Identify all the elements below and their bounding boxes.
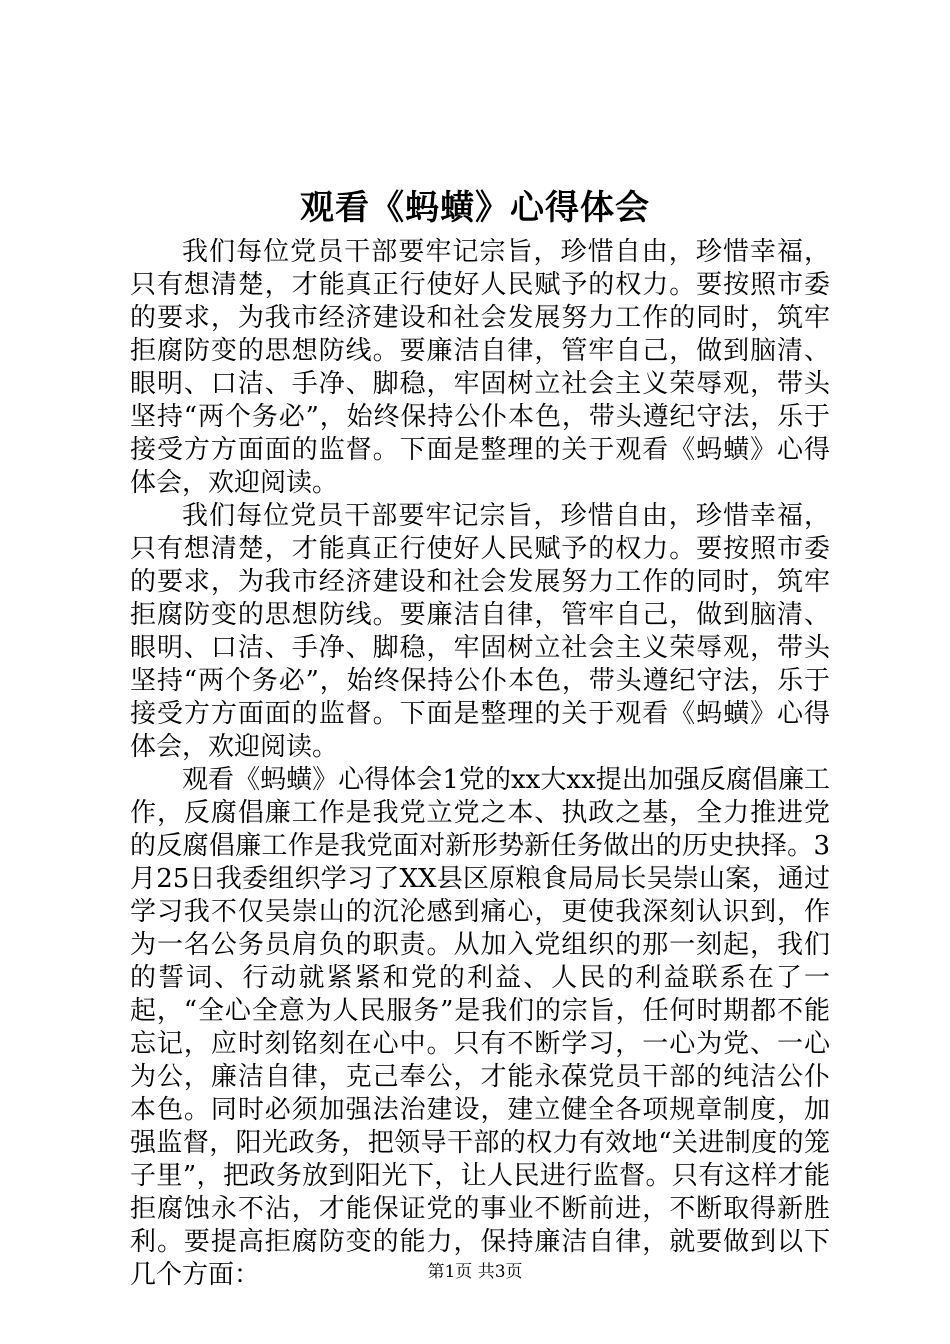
paragraph-intro: 我们每位党员干部要牢记宗旨，珍惜自由，珍惜幸福，只有想清楚，才能真正行使好人民赋予的权力。要按照市委的要求，为我市经济建设和社会发展努力工作的同时，筑牢拒腐防变的思想防线。要廉洁自律，管牢自己，做到脑清、眼明、口洁、手净、脚稳，牢固树立社会主义荣辱观，带头坚持“两个务必”，始终保持公仆本色，带头遵纪守法，乐于接受方方面面的监督。下面是整理的关于观看《蚂蟥》心得体会，欢迎阅读。: [130, 237, 830, 498]
document-body: [130, 236, 830, 1292]
paragraph-essay-1: 观看《蚂蟥》心得体会1党的xx大xx提出加强反腐倡廉工作，反腐倡廉工作是我党立党之本、执政之基，全力推进党的反腐倡廉工作是我党面对新形势新任务做出的历史抉择。3月25日我委组织学习了XX县区原粮食局局长吴崇山案，通过学习我不仅吴崇山的沉沦感到痛心，更使我深刻认识到，作为一名公务员肩负的职责。从加入党组织的那一刻起，我们的誓词、行动就紧紧和党的利益、人民的利益联系在了一起，“全心全意为人民服务”是我们的宗旨，任何时期都不能忘记，应时刻铭刻在心中。只有不断学习，一心为党、一心为公，廉洁自律，克己奉公，才能永葆党员干部的纯洁公仆本色。同时必须加强法治建设，建立健全各项规章制度，加强监督，阳光政务，把领导干部的权力有效地“关进制度的笼子里”，把政务放到阳光下，让人民进行监督。只有这样才能拒腐蚀永不沾，才能保证党的事业不断前进，不断取得新胜利。要提高拒腐防变的能力，保持廉洁自律，就要做到以下几个方面：: [130, 765, 830, 1290]
document-title: 观看《蚂蟥》心得体会: [300, 188, 650, 228]
page-number-footer: 第1页 共3页: [427, 1262, 523, 1282]
paragraph-intro-repeat: 我们每位党员干部要牢记宗旨，珍惜自由，珍惜幸福，只有想清楚，才能真正行使好人民赋予的权力。要按照市委的要求，为我市经济建设和社会发展努力工作的同时，筑牢拒腐防变的思想防线。要廉洁自律，管牢自己，做到脑清、眼明、口洁、手净、脚稳，牢固树立社会主义荣辱观，带头坚持“两个务必”，始终保持公仆本色，带头遵纪守法，乐于接受方方面面的监督。下面是整理的关于观看《蚂蟥》心得体会，欢迎阅读。: [130, 501, 830, 762]
